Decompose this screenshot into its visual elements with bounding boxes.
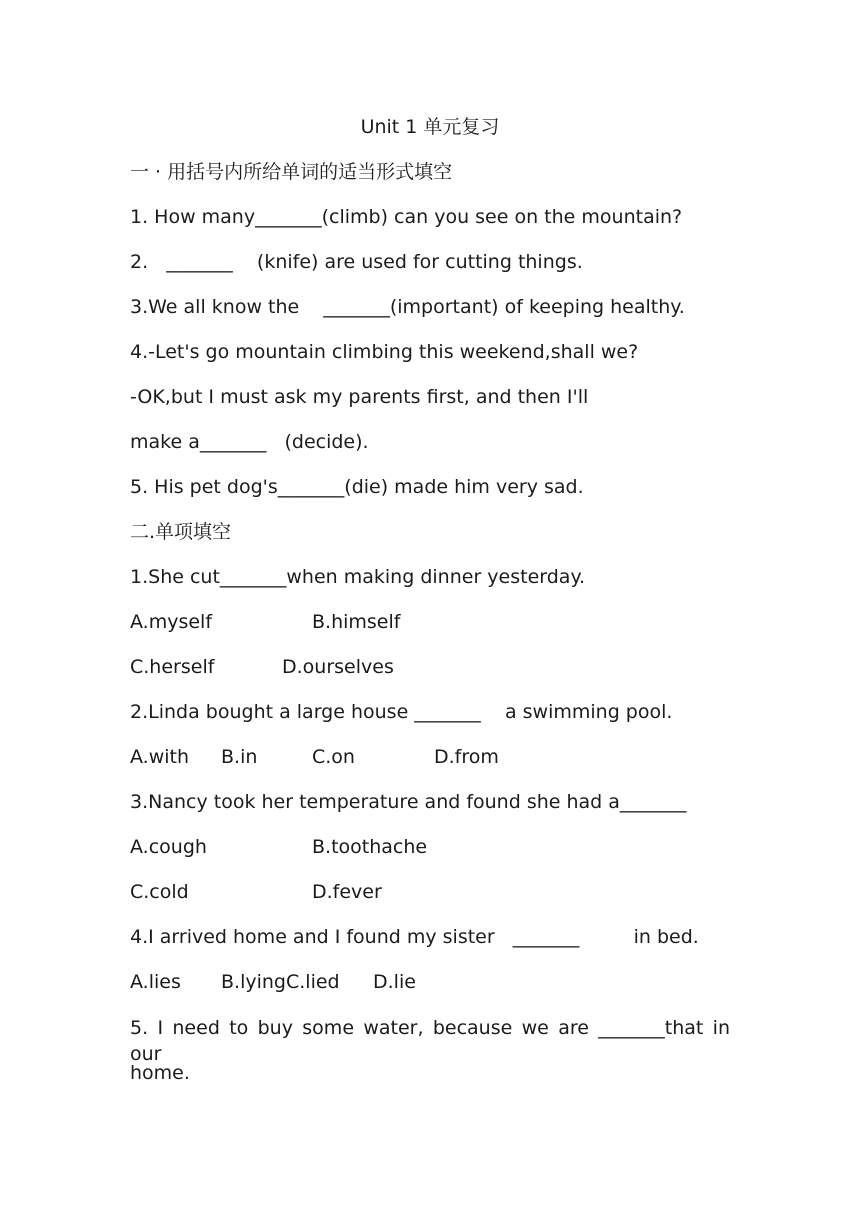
- option-b: B.lying: [221, 971, 286, 993]
- section-1-heading: 一 · 用括号内所给单词的适当形式填空: [130, 161, 453, 183]
- option-b: B.in: [221, 746, 258, 768]
- option-b: B.toothache: [312, 836, 428, 858]
- option-b: B.himself: [312, 611, 401, 633]
- option-c: C.herself: [130, 656, 215, 678]
- section-2-question-4: 4.I arrived home and I found my sister _______ in bed.: [130, 926, 699, 948]
- section-2-question-3: 3.Nancy took her temperature and found she had a_______: [130, 791, 687, 813]
- option-d: D.ourselves: [282, 656, 394, 678]
- page-title: Unit 1 单元复习: [360, 116, 500, 138]
- option-a: A.with: [130, 746, 190, 768]
- section-1-question-1: 1. How many_______(climb) can you see on the mountain?: [130, 206, 683, 228]
- option-d: D.from: [434, 746, 499, 768]
- section-1-question-5: 5. His pet dog's_______(die) made him very sad.: [130, 476, 584, 498]
- option-c: C.lied: [286, 971, 340, 993]
- section-2-question-5-line-1: 5. I need to buy some water, because we are _______that in our: [130, 1017, 730, 1065]
- option-a: A.cough: [130, 836, 207, 858]
- option-d: D.lie: [373, 971, 416, 993]
- option-a: A.myself: [130, 611, 213, 633]
- option-a: A.lies: [130, 971, 181, 993]
- option-c: C.on: [312, 746, 355, 768]
- section-1-question-3: 3.We all know the _______(important) of keeping healthy.: [130, 296, 685, 318]
- section-2-heading: 二.单项填空: [130, 521, 232, 543]
- section-1-question-4-line-2: -OK,but I must ask my parents first, and then I'll: [130, 386, 589, 408]
- option-d: D.fever: [312, 881, 382, 903]
- section-1-question-2: 2. _______ (knife) are used for cutting things.: [130, 251, 583, 273]
- section-2-question-5-line-2: home.: [130, 1062, 190, 1084]
- option-c: C.cold: [130, 881, 189, 903]
- section-1-question-4-line-3: make a_______ (decide).: [130, 431, 369, 453]
- section-2-question-1: 1.She cut_______when making dinner yesterday.: [130, 566, 586, 588]
- section-1-question-4-line-1: 4.-Let's go mountain climbing this weekend,shall we?: [130, 341, 639, 363]
- section-2-question-2: 2.Linda bought a large house _______ a swimming pool.: [130, 701, 673, 723]
